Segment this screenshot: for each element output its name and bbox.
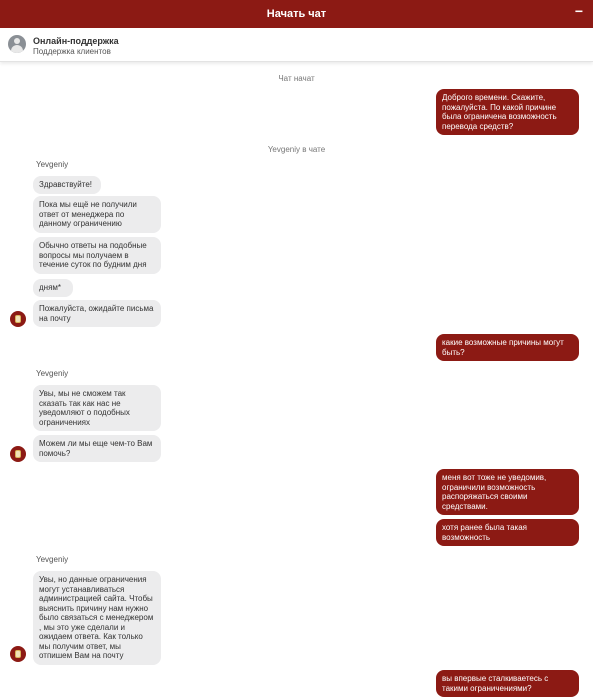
sender-name: Yevgeniy [36, 369, 69, 378]
agent-name: Онлайн-поддержка [33, 36, 119, 46]
sender-name: Yevgeniy [36, 160, 69, 169]
message-out: Доброго времени. Скажите, пожалуйста. По какой причине была ограничена возможность перевода средств? [436, 89, 579, 135]
message-in: Обычно ответы на подобные вопросы мы получаем в течение суток по будним дня [33, 237, 161, 274]
agent-header [0, 28, 593, 62]
message-in: Пожалуйста, ожидайте письма на почту [33, 300, 161, 327]
message-out: хотя ранее была такая возможность [436, 519, 579, 546]
system-message: Yevgeniy в чате [267, 145, 326, 154]
operator-avatar-icon [10, 646, 26, 662]
chat-title: Начать чат [266, 8, 327, 20]
message-out: вы впервые сталкиваетесь с такими ограничениями? [436, 670, 579, 697]
agent-subtitle: Поддержка клиентов [33, 47, 111, 56]
minimize-icon[interactable]: − [574, 3, 583, 19]
chat-topbar[interactable] [0, 0, 593, 28]
operator-avatar-icon [10, 311, 26, 327]
message-out: меня вот тоже не уведомив, ограничили возможность распоряжаться своими средствами. [436, 469, 579, 515]
sender-name: Yevgeniy [36, 555, 69, 564]
message-in: Увы, мы не сможем так сказать так как нас не уведомляют о подобных ограничениях [33, 385, 161, 431]
message-in: Увы, но данные ограничения могут устанавливаться администрацией сайта. Чтобы выяснить причину нам нужно было связаться с менеджером , мы это уже сделали и ожидаем ответа. Как только мы получим ответ, мы отпишем Вам на почту [33, 571, 161, 665]
operator-avatar-icon [10, 446, 26, 462]
message-in: Здравствуйте! [33, 176, 101, 194]
agent-avatar-icon [8, 35, 26, 53]
message-out: какие возможные причины могут быть? [436, 334, 579, 361]
message-in: Пока мы ещё не получили ответ от менеджера по данному ограничению [33, 196, 161, 233]
system-message: Чат начат [278, 74, 315, 83]
message-in: дням* [33, 279, 73, 297]
message-in: Можем ли мы еще чем-то Вам помочь? [33, 435, 161, 462]
